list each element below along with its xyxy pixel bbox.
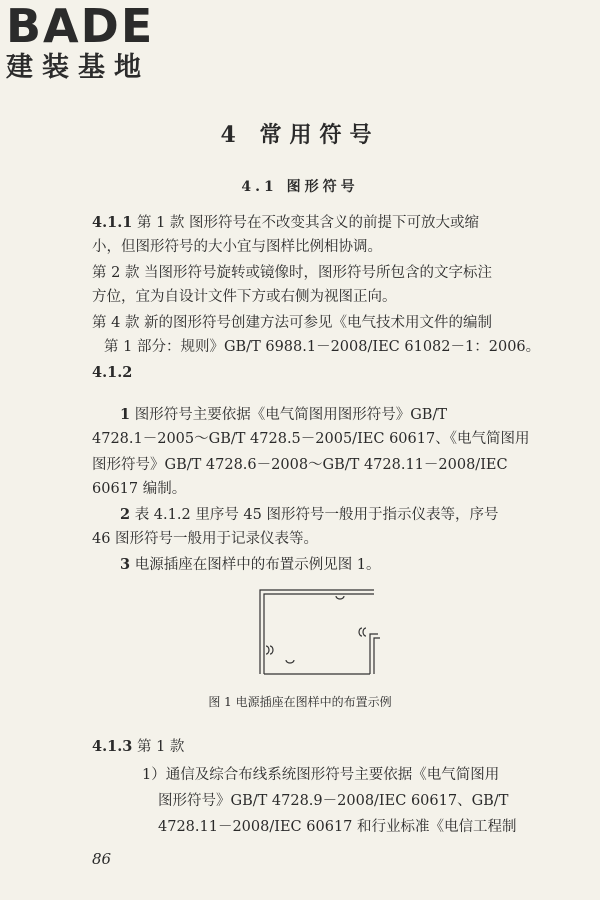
clause-text: 第 1 款 xyxy=(132,739,185,755)
item-number: 2 xyxy=(120,506,131,523)
item-text: 图形符号主要依据《电气简图用图形符号》GB/T xyxy=(130,407,447,423)
clause-4-1-2-number: 4.1.2 xyxy=(92,364,133,381)
text-line: 方位，宜为自设计文件下方或右侧为视图正向。 xyxy=(92,289,397,305)
clause-number: 4.1.3 xyxy=(92,738,133,755)
text-line: 60617 编制。 xyxy=(92,481,187,497)
item-number: 1 xyxy=(120,406,131,423)
text-line: 4728.11－2008/IEC 60617 和行业标准《电信工程制 xyxy=(158,819,517,835)
text-line: 图形符号》GB/T 4728.9－2008/IEC 60617、GB/T xyxy=(158,793,509,809)
text-line: 46 图形符号一般用于记录仪表等。 xyxy=(92,531,319,547)
item-3-line-1 xyxy=(120,554,590,576)
wall-inner-outline xyxy=(264,594,374,674)
wall-right-inner xyxy=(374,638,380,674)
logo xyxy=(6,2,154,84)
text-line: 小，但图形符号的大小宜与图样比例相协调。 xyxy=(92,239,382,255)
section-title: 4.1 图形符号 xyxy=(241,179,359,195)
clause-4-1-3-line xyxy=(92,736,562,758)
socket-symbol-left xyxy=(266,646,273,654)
text-line: 第 1 部分：规则》GB/T 6988.1－2008/IEC 61082－1：2006。 xyxy=(104,339,541,355)
logo-subtitle: 建装基地 xyxy=(6,52,150,83)
text-line: 图形符号》GB/T 4728.6－2008～GB/T 4728.11－2008/IEC xyxy=(92,457,508,473)
text-line: 1）通信及综合布线系统图形符号主要依据《电气简图用 xyxy=(142,767,500,783)
chapter-title: 4 常用符号 xyxy=(220,122,380,148)
socket-symbol-top xyxy=(336,596,344,599)
logo-text: BADE xyxy=(6,0,155,53)
socket-symbol-right xyxy=(359,628,366,636)
wall-outline xyxy=(260,590,374,674)
socket-layout-diagram xyxy=(258,588,388,680)
text-line: 第 2 款 当图形符号旋转或镜像时，图形符号所包含的文字标注 xyxy=(92,265,493,281)
text-line: 4728.1－2005～GB/T 4728.5－2005/IEC 60617、《电气简图用 xyxy=(92,431,530,447)
item-text: 电源插座在图样中的布置示例见图 1。 xyxy=(130,557,381,573)
socket-symbol-bottom xyxy=(286,660,294,663)
item-1-line-1 xyxy=(120,404,590,426)
text-line: 第 4 款 新的图形符号创建方法可参见《电气技术用文件的编制 xyxy=(92,315,493,331)
clause-4-1-1-line-1 xyxy=(92,212,562,234)
clause-number: 4.1.1 xyxy=(92,214,133,231)
figure-caption: 图 1 电源插座在图样中的布置示例 xyxy=(208,695,392,709)
page-number: 86 xyxy=(92,850,112,868)
item-2-line-1 xyxy=(120,504,590,526)
item-number: 3 xyxy=(120,556,131,573)
item-text: 表 4.1.2 里序号 45 图形符号一般用于指示仪表等，序号 xyxy=(130,507,499,523)
clause-text: 第 1 款 图形符号在不改变其含义的前提下可放大或缩 xyxy=(132,215,480,231)
